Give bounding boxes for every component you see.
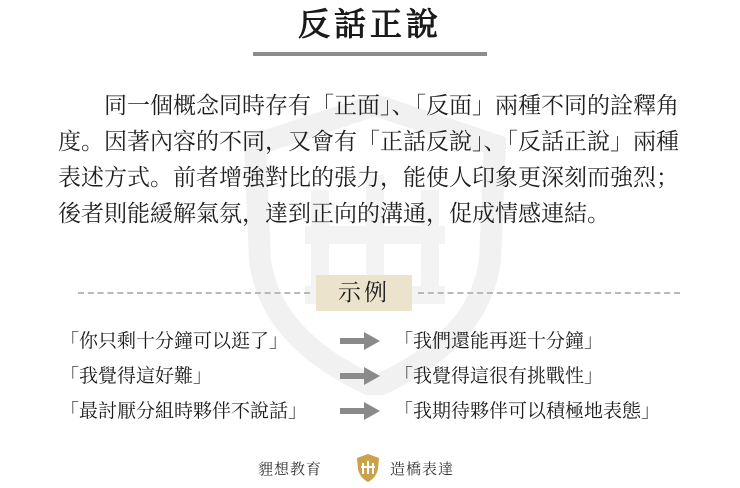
right-arrow-icon bbox=[340, 402, 380, 420]
example-positive-text: 「我們還能再逛十分鐘」 bbox=[394, 330, 604, 352]
example-negative-text: 「你只剩十分鐘可以逛了」 bbox=[60, 330, 289, 352]
divider-right bbox=[418, 292, 680, 294]
title-underline bbox=[253, 52, 487, 56]
example-row bbox=[0, 361, 740, 391]
example-row bbox=[0, 326, 740, 356]
example-negative-text: 「最討厭分組時夥伴不說話」 bbox=[60, 400, 308, 422]
right-arrow-icon bbox=[340, 332, 380, 350]
intro-paragraph bbox=[58, 88, 698, 232]
example-negative-text: 「我覺得這好難」 bbox=[60, 365, 213, 387]
example-row bbox=[0, 396, 740, 426]
intro-paragraph-text: 同一個概念同時存有「正面」、「反面」兩種不同的詮釋角度。因著內容的不同，又會有「正話反說」、「反話正說」兩種表述方式。前者增強對比的張力，能使人印象更深刻而強烈；後者則能緩解氣氛，達到正向的溝通，促成情感連結。 bbox=[58, 93, 679, 227]
page-title: 反話正說 bbox=[297, 5, 442, 43]
divider-left bbox=[78, 292, 310, 294]
series-name: 造橋表達 bbox=[390, 460, 455, 478]
right-arrow-icon bbox=[340, 367, 380, 385]
brand-name: 貍想教育 bbox=[258, 460, 323, 478]
shield-logo-icon bbox=[355, 453, 381, 483]
example-positive-text: 「我覺得這很有挑戰性」 bbox=[394, 365, 604, 387]
example-label: 示例 bbox=[316, 275, 412, 311]
example-positive-text: 「我期待夥伴可以積極地表態」 bbox=[394, 400, 661, 422]
footer bbox=[0, 448, 740, 488]
